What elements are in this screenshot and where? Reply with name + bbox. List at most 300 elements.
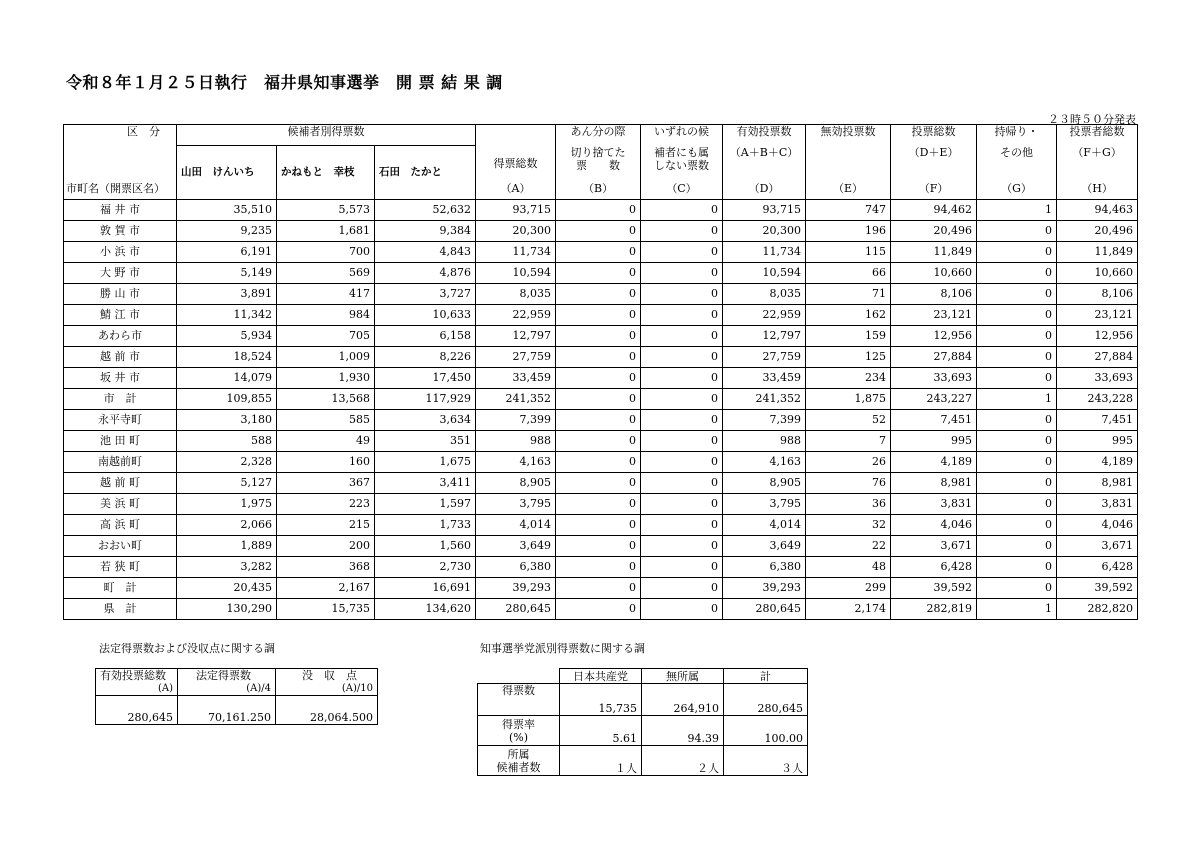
row-value: 4,843 — [375, 241, 476, 262]
row-value: 215 — [277, 514, 375, 535]
party-rate-jcp: 5.61 — [560, 716, 642, 746]
row-value: 1,560 — [375, 535, 476, 556]
row-value: 0 — [977, 535, 1057, 556]
header-blank — [64, 146, 177, 182]
row-value: 49 — [277, 430, 375, 451]
row-value: 0 — [556, 535, 641, 556]
table-row — [64, 262, 1138, 283]
row-value: 1 — [977, 199, 1057, 220]
row-value: 0 — [556, 388, 641, 409]
row-value: 8,226 — [375, 346, 476, 367]
table-row — [64, 598, 1138, 619]
party-rate-independent: 94.39 — [642, 716, 724, 746]
row-value: 1,675 — [375, 451, 476, 472]
row-value: 6,191 — [177, 241, 277, 262]
row-value: 0 — [977, 472, 1057, 493]
row-value: 280,645 — [476, 598, 556, 619]
row-value: 7 — [806, 430, 891, 451]
table-row — [64, 577, 1138, 598]
row-municipality: 町 計 — [64, 577, 177, 598]
row-value: 5,149 — [177, 262, 277, 283]
party-rate-label-2: (%) — [508, 730, 529, 744]
header-ku: 区 分 — [64, 125, 177, 146]
row-value: 26 — [806, 451, 891, 472]
legal-h2: 法定得票数 — [196, 669, 251, 682]
row-value: 0 — [556, 367, 641, 388]
header-izure-23 — [641, 146, 723, 182]
row-value: 7,451 — [1057, 409, 1138, 430]
row-value: 241,352 — [476, 388, 556, 409]
row-value: 705 — [277, 325, 375, 346]
row-value: 4,163 — [723, 451, 806, 472]
row-value: 280,645 — [723, 598, 806, 619]
table-row — [64, 556, 1138, 577]
row-value: 1,597 — [375, 493, 476, 514]
row-value: 7,451 — [891, 409, 977, 430]
row-value: 5,573 — [277, 199, 375, 220]
row-value: 569 — [277, 262, 375, 283]
row-value: 35,510 — [177, 199, 277, 220]
results-body — [64, 199, 1138, 619]
row-value: 0 — [641, 367, 723, 388]
row-value: 3,831 — [891, 493, 977, 514]
row-value: 3,649 — [723, 535, 806, 556]
row-value: 0 — [641, 262, 723, 283]
row-value: 11,849 — [891, 241, 977, 262]
row-value: 0 — [977, 283, 1057, 304]
row-value: 200 — [277, 535, 375, 556]
row-value: 223 — [277, 493, 375, 514]
row-value: 39,293 — [476, 577, 556, 598]
header-izure-2: 補者にも属 — [654, 145, 710, 159]
row-value: 71 — [806, 283, 891, 304]
table-row — [64, 472, 1138, 493]
row-value: 0 — [556, 451, 641, 472]
row-value: 109,855 — [177, 388, 277, 409]
party-rate-label — [478, 716, 560, 746]
row-value: 196 — [806, 220, 891, 241]
party-col-independent: 無所属 — [642, 669, 724, 684]
row-value: 368 — [277, 556, 375, 577]
row-value: 76 — [806, 472, 891, 493]
row-value: 10,633 — [375, 304, 476, 325]
row-value: 988 — [476, 430, 556, 451]
row-value: 0 — [641, 472, 723, 493]
row-value: 10,660 — [1057, 262, 1138, 283]
row-value: 2,174 — [806, 598, 891, 619]
legal-s1: (A) — [157, 683, 173, 694]
header-tokuhyo-label: 得票総数 — [476, 146, 556, 182]
row-value: 36 — [806, 493, 891, 514]
row-value: 585 — [277, 409, 375, 430]
row-value: 4,163 — [476, 451, 556, 472]
row-municipality: 小 浜 市 — [64, 241, 177, 262]
row-municipality: 敦 賀 市 — [64, 220, 177, 241]
row-value: 3,795 — [723, 493, 806, 514]
row-value: 243,227 — [891, 388, 977, 409]
row-value: 0 — [641, 577, 723, 598]
header-tohyo-f: （F） — [891, 182, 977, 200]
header-tohyo-1: 投票総数 — [891, 125, 977, 146]
row-value: 0 — [977, 451, 1057, 472]
header-yuko-1: 有効投票数 — [723, 125, 806, 146]
header-tokuhyo — [476, 125, 556, 146]
row-municipality: 県 計 — [64, 598, 177, 619]
row-value: 0 — [641, 598, 723, 619]
row-value: 1,930 — [277, 367, 375, 388]
row-value: 10,594 — [476, 262, 556, 283]
row-value: 0 — [641, 241, 723, 262]
row-value: 160 — [277, 451, 375, 472]
row-value: 1,975 — [177, 493, 277, 514]
row-value: 66 — [806, 262, 891, 283]
row-municipality: 美 浜 町 — [64, 493, 177, 514]
candidate-yamada: 山田 けんいち — [177, 146, 277, 200]
announce-time: ２３時５０分発表 — [1048, 113, 1136, 126]
row-value: 22 — [806, 535, 891, 556]
row-value: 18,524 — [177, 346, 277, 367]
header-mochi-g: （G） — [977, 182, 1057, 200]
row-value: 0 — [641, 409, 723, 430]
row-value: 1,889 — [177, 535, 277, 556]
row-value: 4,014 — [476, 514, 556, 535]
row-value: 17,450 — [375, 367, 476, 388]
header-yuko-d: （D） — [723, 182, 806, 200]
party-table — [477, 668, 808, 776]
row-value: 0 — [977, 304, 1057, 325]
row-value: 0 — [641, 283, 723, 304]
row-value: 4,189 — [891, 451, 977, 472]
header-anbun-23 — [556, 146, 641, 182]
row-value: 6,380 — [476, 556, 556, 577]
party-count-independent: ２人 — [642, 746, 724, 776]
table-row — [64, 199, 1138, 220]
row-value: 2,066 — [177, 514, 277, 535]
row-value: 417 — [277, 283, 375, 304]
row-municipality: 越 前 町 — [64, 472, 177, 493]
row-municipality: 鯖 江 市 — [64, 304, 177, 325]
row-value: 12,956 — [891, 325, 977, 346]
row-value: 0 — [556, 262, 641, 283]
row-value: 2,730 — [375, 556, 476, 577]
row-value: 3,727 — [375, 283, 476, 304]
party-rate-label-1: 得票率 — [502, 717, 535, 731]
row-value: 0 — [641, 493, 723, 514]
row-value: 93,715 — [476, 199, 556, 220]
page-title: 令和８年１月２５日執行 福井県知事選挙 開 票 結 果 調 — [66, 73, 503, 92]
row-value: 11,849 — [1057, 241, 1138, 262]
table-row — [64, 220, 1138, 241]
row-value: 20,300 — [476, 220, 556, 241]
row-value: 8,905 — [476, 472, 556, 493]
table-row — [64, 325, 1138, 346]
legal-v1: 280,645 — [96, 696, 178, 725]
legal-title: 法定得票数および没収点に関する調 — [99, 642, 275, 655]
header-candidates: 候補者別得票数 — [177, 125, 476, 146]
row-value: 367 — [277, 472, 375, 493]
row-value: 33,459 — [723, 367, 806, 388]
row-value: 33,459 — [476, 367, 556, 388]
row-value: 7,399 — [476, 409, 556, 430]
row-municipality: 高 浜 町 — [64, 514, 177, 535]
header-tohyosha-h: （H） — [1057, 182, 1138, 200]
header-muko-1: 無効投票数 — [806, 125, 891, 146]
row-value: 27,759 — [723, 346, 806, 367]
legal-v3: 28,064.500 — [276, 696, 378, 725]
row-value: 3,411 — [375, 472, 476, 493]
row-value: 7,399 — [723, 409, 806, 430]
row-value: 39,293 — [723, 577, 806, 598]
row-municipality: 坂 井 市 — [64, 367, 177, 388]
row-value: 0 — [977, 367, 1057, 388]
legal-h2-cell — [178, 669, 276, 696]
row-value: 48 — [806, 556, 891, 577]
legal-s3: (A)/10 — [341, 683, 373, 694]
row-value: 0 — [977, 514, 1057, 535]
row-value: 0 — [977, 241, 1057, 262]
row-value: 0 — [556, 220, 641, 241]
table-row — [64, 388, 1138, 409]
row-value: 8,035 — [476, 283, 556, 304]
table-row — [64, 535, 1138, 556]
header-muko-e: （E） — [806, 182, 891, 200]
row-value: 159 — [806, 325, 891, 346]
row-value: 94,462 — [891, 199, 977, 220]
table-row — [64, 409, 1138, 430]
row-municipality: 越 前 市 — [64, 346, 177, 367]
row-value: 700 — [277, 241, 375, 262]
row-municipality: 南越前町 — [64, 451, 177, 472]
row-value: 0 — [641, 388, 723, 409]
row-value: 33,693 — [1057, 367, 1138, 388]
row-value: 3,180 — [177, 409, 277, 430]
party-count-label-2: 候補者数 — [496, 760, 541, 774]
row-value: 3,282 — [177, 556, 277, 577]
row-value: 0 — [556, 346, 641, 367]
header-anbun-2: 切り捨てた — [570, 145, 626, 159]
row-value: 0 — [556, 430, 641, 451]
header-municipality: 市町名（開票区名） — [64, 182, 177, 200]
row-value: 0 — [977, 493, 1057, 514]
row-value: 11,734 — [723, 241, 806, 262]
legal-table — [95, 668, 378, 725]
row-value: 14,079 — [177, 367, 277, 388]
row-value: 0 — [556, 514, 641, 535]
row-value: 125 — [806, 346, 891, 367]
header-mochi-1: 持帰り・ — [977, 125, 1057, 146]
row-value: 747 — [806, 199, 891, 220]
row-municipality: 大 野 市 — [64, 262, 177, 283]
table-row — [64, 367, 1138, 388]
row-value: 0 — [641, 556, 723, 577]
row-value: 8,106 — [891, 283, 977, 304]
legal-h3-cell — [276, 669, 378, 696]
table-row — [64, 430, 1138, 451]
party-votes-label: 得票数 — [478, 684, 560, 716]
row-value: 0 — [977, 262, 1057, 283]
party-rate-total: 100.00 — [724, 716, 808, 746]
row-value: 0 — [977, 346, 1057, 367]
row-value: 0 — [556, 199, 641, 220]
legal-h1: 有効投票総数 — [100, 669, 166, 682]
row-value: 9,384 — [375, 220, 476, 241]
row-value: 16,691 — [375, 577, 476, 598]
row-value: 13,568 — [277, 388, 375, 409]
row-value: 3,649 — [476, 535, 556, 556]
row-value: 0 — [641, 535, 723, 556]
party-count-label — [478, 746, 560, 776]
results-table — [63, 124, 1138, 620]
header-izure-1: いずれの候 — [641, 125, 723, 146]
row-value: 299 — [806, 577, 891, 598]
row-value: 32 — [806, 514, 891, 535]
row-value: 23,121 — [1057, 304, 1138, 325]
table-row — [64, 493, 1138, 514]
legal-s2: (A)/4 — [246, 683, 271, 694]
row-value: 11,734 — [476, 241, 556, 262]
party-votes-total: 280,645 — [724, 684, 808, 716]
row-value: 8,981 — [891, 472, 977, 493]
party-title: 知事選挙党派別得票数に関する調 — [480, 642, 645, 655]
row-value: 0 — [641, 346, 723, 367]
row-value: 23,121 — [891, 304, 977, 325]
row-value: 11,342 — [177, 304, 277, 325]
row-value: 0 — [977, 220, 1057, 241]
row-value: 22,959 — [476, 304, 556, 325]
row-value: 995 — [891, 430, 977, 451]
legal-v2: 70,161.250 — [178, 696, 276, 725]
party-corner — [478, 669, 560, 684]
row-value: 1,009 — [277, 346, 375, 367]
row-municipality: 勝 山 市 — [64, 283, 177, 304]
row-value: 6,428 — [891, 556, 977, 577]
row-value: 8,981 — [1057, 472, 1138, 493]
row-value: 117,929 — [375, 388, 476, 409]
row-value: 0 — [977, 577, 1057, 598]
row-municipality: 若 狭 町 — [64, 556, 177, 577]
row-value: 995 — [1057, 430, 1138, 451]
row-value: 22,959 — [723, 304, 806, 325]
row-value: 8,035 — [723, 283, 806, 304]
row-value: 0 — [977, 556, 1057, 577]
row-value: 988 — [723, 430, 806, 451]
row-value: 20,435 — [177, 577, 277, 598]
row-value: 1,875 — [806, 388, 891, 409]
row-value: 1 — [977, 598, 1057, 619]
row-value: 10,660 — [891, 262, 977, 283]
row-value: 0 — [641, 220, 723, 241]
party-col-jcp: 日本共産党 — [560, 669, 642, 684]
row-value: 588 — [177, 430, 277, 451]
header-yuko-2: （A＋B＋C） — [723, 146, 806, 182]
row-value: 12,956 — [1057, 325, 1138, 346]
row-municipality: 市 計 — [64, 388, 177, 409]
row-value: 4,876 — [375, 262, 476, 283]
row-value: 20,300 — [723, 220, 806, 241]
row-value: 6,428 — [1057, 556, 1138, 577]
row-value: 39,592 — [1057, 577, 1138, 598]
row-value: 130,290 — [177, 598, 277, 619]
row-value: 12,797 — [723, 325, 806, 346]
row-value: 4,046 — [891, 514, 977, 535]
row-value: 0 — [556, 304, 641, 325]
party-count-total: ３人 — [724, 746, 808, 776]
row-municipality: 福 井 市 — [64, 199, 177, 220]
candidate-ishida: 石田 たかと — [375, 146, 476, 200]
row-value: 2,328 — [177, 451, 277, 472]
row-value: 115 — [806, 241, 891, 262]
table-row — [64, 514, 1138, 535]
row-value: 0 — [556, 493, 641, 514]
row-value: 0 — [641, 451, 723, 472]
party-col-total: 計 — [724, 669, 808, 684]
row-value: 4,046 — [1057, 514, 1138, 535]
row-value: 0 — [641, 304, 723, 325]
row-value: 10,594 — [723, 262, 806, 283]
party-votes-independent: 264,910 — [642, 684, 724, 716]
row-value: 243,228 — [1057, 388, 1138, 409]
row-value: 0 — [556, 556, 641, 577]
row-value: 3,634 — [375, 409, 476, 430]
header-muko-2 — [806, 146, 891, 182]
row-value: 1,733 — [375, 514, 476, 535]
row-value: 0 — [556, 325, 641, 346]
row-value: 0 — [556, 241, 641, 262]
row-value: 39,592 — [891, 577, 977, 598]
row-value: 282,819 — [891, 598, 977, 619]
row-value: 351 — [375, 430, 476, 451]
row-value: 8,905 — [723, 472, 806, 493]
row-value: 0 — [556, 409, 641, 430]
row-value: 4,014 — [723, 514, 806, 535]
row-value: 5,934 — [177, 325, 277, 346]
row-value: 0 — [556, 577, 641, 598]
row-value: 27,884 — [1057, 346, 1138, 367]
row-value: 3,795 — [476, 493, 556, 514]
party-votes-jcp: 15,735 — [560, 684, 642, 716]
row-value: 0 — [641, 199, 723, 220]
legal-h3: 没 収 点 — [302, 669, 357, 682]
row-value: 5,127 — [177, 472, 277, 493]
row-value: 234 — [806, 367, 891, 388]
row-value: 52 — [806, 409, 891, 430]
table-row — [64, 346, 1138, 367]
header-anbun-1: あん分の際 — [556, 125, 641, 146]
header-izure-3: しない票数 — [654, 158, 710, 172]
table-row — [64, 283, 1138, 304]
row-value: 6,158 — [375, 325, 476, 346]
row-municipality: おおい町 — [64, 535, 177, 556]
row-value: 94,463 — [1057, 199, 1138, 220]
header-tohyosha-1: 投票者総数 — [1057, 125, 1138, 146]
row-municipality: 池 田 町 — [64, 430, 177, 451]
row-value: 27,884 — [891, 346, 977, 367]
row-value: 27,759 — [476, 346, 556, 367]
row-municipality: あわら市 — [64, 325, 177, 346]
table-row — [64, 241, 1138, 262]
table-row — [64, 451, 1138, 472]
row-value: 134,620 — [375, 598, 476, 619]
header-tohyo-2: （D＋E） — [891, 146, 977, 182]
row-value: 93,715 — [723, 199, 806, 220]
party-count-label-1: 所属 — [507, 747, 530, 761]
row-value: 162 — [806, 304, 891, 325]
row-value: 3,671 — [1057, 535, 1138, 556]
row-value: 0 — [556, 472, 641, 493]
header-mochi-2: その他 — [977, 146, 1057, 182]
row-value: 1,681 — [277, 220, 375, 241]
row-value: 20,496 — [891, 220, 977, 241]
